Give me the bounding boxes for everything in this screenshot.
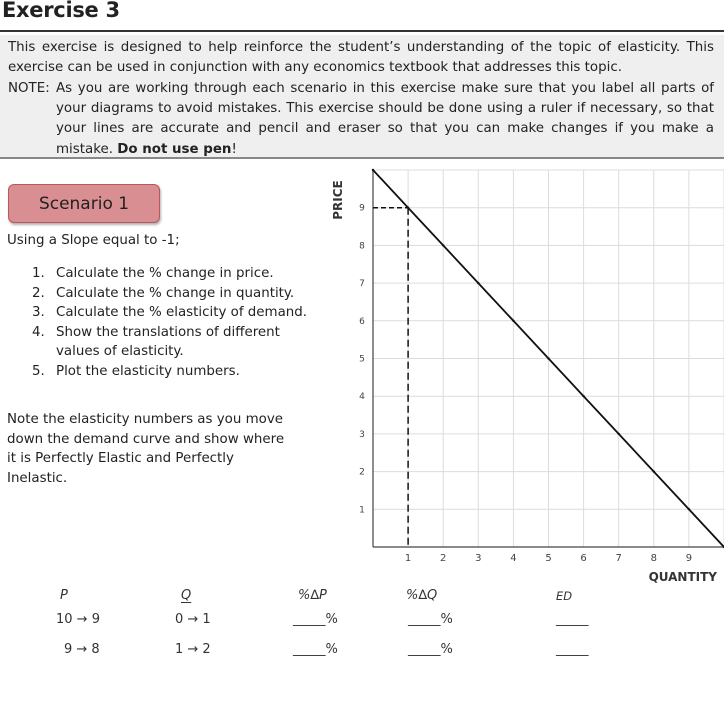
demand-point bbox=[618, 433, 620, 435]
x-tick-label: 6 bbox=[580, 553, 587, 564]
y-tick-label: 7 bbox=[359, 279, 365, 290]
demand-point bbox=[442, 244, 444, 246]
demand-point bbox=[372, 169, 374, 171]
slope-instruction: Using a Slope equal to -1; bbox=[7, 233, 180, 248]
task-item: 4. Show the translations of different values of elasticity. bbox=[32, 324, 280, 359]
x-tick-label: 1 bbox=[404, 553, 412, 564]
closing-note: Note the elasticity numbers as you move down the demand curve and show where it is Perfectly Elastic and Perfectly Inelastic. bbox=[7, 412, 285, 486]
demand-point bbox=[653, 470, 655, 472]
note-label: NOTE: bbox=[8, 81, 50, 96]
table-cell: _____% bbox=[293, 642, 338, 657]
note-end: ! bbox=[231, 141, 237, 157]
x-tick-label: 7 bbox=[615, 553, 622, 564]
scenario-label: Scenario 1 bbox=[38, 193, 130, 214]
table-cell: 1 → 2 bbox=[175, 642, 211, 657]
y-tick-label: 6 bbox=[359, 316, 365, 327]
col-header-p: P bbox=[60, 588, 68, 603]
task-item: 1. Calculate the % change in price. bbox=[32, 266, 274, 281]
demand-point bbox=[582, 395, 584, 397]
y-tick-label: 9 bbox=[359, 203, 365, 214]
x-tick-label: 9 bbox=[685, 553, 693, 564]
note-body: As you are working through each scenario in this exercise make sure that you label all parts of your diagrams to avoid mistakes. This exercise should be done using a ruler if necessary, so that your lines are accurate and pencil and eraser so that you can make changes if you make a mistake. bbox=[56, 81, 714, 157]
y-tick-label: 2 bbox=[359, 467, 365, 478]
x-tick-label: 2 bbox=[440, 553, 447, 564]
y-tick-label: 4 bbox=[359, 392, 365, 403]
page-title: Exercise 3 bbox=[2, 0, 120, 22]
x-tick-label: 3 bbox=[475, 553, 482, 564]
note-bold: Do not use pen bbox=[117, 141, 232, 157]
table-cell: _____ bbox=[556, 612, 589, 627]
table-cell: _____% bbox=[293, 612, 338, 627]
demand-point bbox=[688, 508, 690, 510]
table-cell: 9 → 8 bbox=[64, 642, 100, 657]
col-header-dq: %∆Q bbox=[406, 588, 438, 603]
demand-point bbox=[547, 357, 549, 359]
task-item: 2. Calculate the % change in quantity. bbox=[32, 285, 295, 301]
table-cell: _____ bbox=[556, 642, 589, 657]
table-cell: _____% bbox=[408, 612, 453, 627]
table-cell: 10 → 9 bbox=[56, 612, 100, 627]
demand-point bbox=[477, 282, 479, 284]
table-cell: _____% bbox=[408, 642, 453, 657]
x-tick-label: 8 bbox=[650, 553, 657, 564]
y-tick-label: 1 bbox=[359, 505, 365, 516]
y-tick-label: 3 bbox=[359, 429, 365, 440]
col-header-dp: %∆P bbox=[298, 588, 327, 603]
col-header-ed: ED bbox=[556, 589, 573, 603]
y-tick-label: 5 bbox=[359, 354, 365, 365]
y-tick-label: 8 bbox=[359, 241, 365, 252]
col-header-q: Q bbox=[181, 588, 192, 603]
intro-paragraph: This exercise is designed to help reinforce the student’s understanding of the topic of elasticity. This exercise can be used in conjunction with any economics textbook that addresses this topic. bbox=[8, 40, 714, 76]
table-cell: 0 → 1 bbox=[175, 612, 211, 627]
task-item: 5. Plot the elasticity numbers. bbox=[32, 363, 240, 379]
x-axis-label: QUANTITY bbox=[648, 570, 717, 584]
task-item: 3. Calculate the % elasticity of demand. bbox=[32, 305, 308, 320]
x-tick-label: 4 bbox=[510, 553, 517, 564]
demand-point bbox=[512, 320, 514, 322]
x-tick-label: 5 bbox=[545, 553, 552, 564]
y-axis-label: PRICE bbox=[331, 180, 345, 220]
